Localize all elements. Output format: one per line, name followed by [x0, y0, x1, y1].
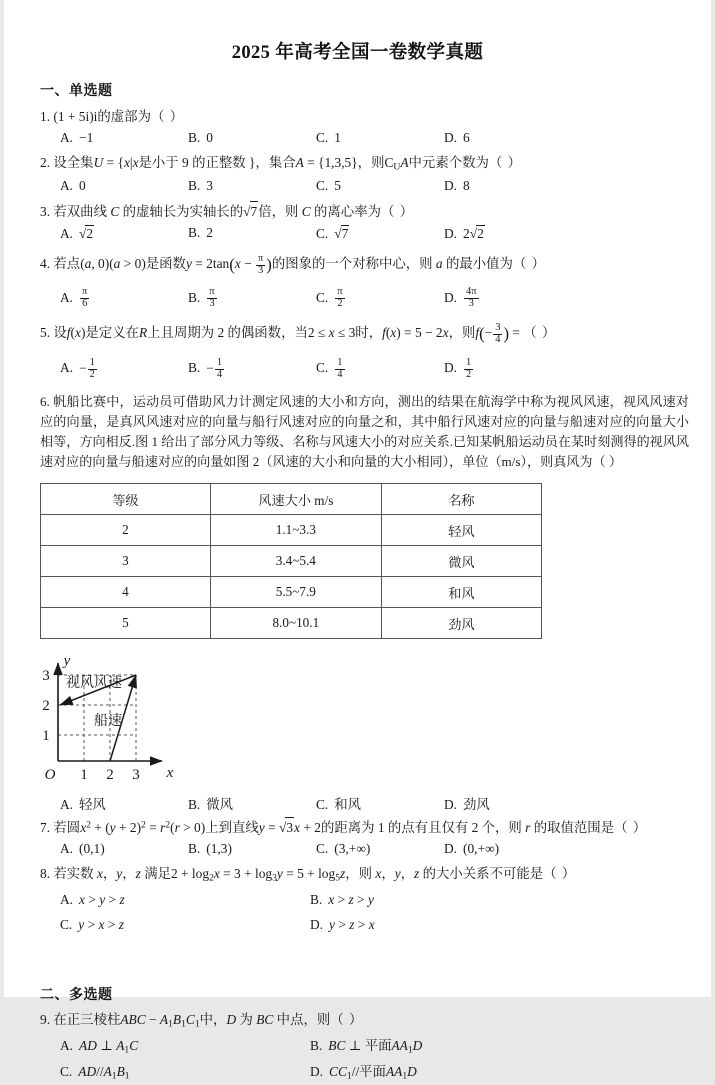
fraction: $\frac{\pi}{3}$: [258, 252, 264, 276]
cell-speed: 1.1~3.3: [210, 515, 381, 546]
sqrt-icon: √2: [79, 226, 94, 242]
cell-name: 轻风: [381, 515, 541, 546]
section-heading-multi-choice: 二、多选题: [40, 987, 113, 1003]
question-text: 若双曲线 C 的虚轴长为实轴长的√7倍，则 C 的离心率为（ ）: [53, 204, 414, 219]
question-number: 4.: [40, 256, 51, 272]
option-b[interactable]: B. 2: [188, 225, 213, 241]
option-c[interactable]: C. 1: [316, 130, 341, 146]
fraction: $\frac{1}{2}$: [89, 356, 95, 380]
fraction: $\frac{3}{4}$: [495, 321, 501, 345]
question-number: 7.: [40, 820, 51, 836]
option-a[interactable]: A. 0: [60, 178, 86, 194]
option-c[interactable]: C. 和风: [316, 797, 362, 813]
page-title: 2025 年高考全国一卷数学真题: [231, 43, 484, 63]
option-d[interactable]: D. $\frac{4\pi}{3}$: [444, 286, 477, 310]
question-number: 5.: [40, 325, 51, 341]
option-b[interactable]: B. (1,3): [188, 841, 232, 857]
option-a[interactable]: A. $\frac{\pi}{6}$: [60, 286, 88, 310]
option-c[interactable]: C. (3,+∞): [316, 841, 371, 857]
option-d[interactable]: D. 6: [444, 130, 470, 146]
question-text: (1 + 5i)i的虚部为（ ）: [53, 109, 185, 124]
cell-level: 3: [41, 546, 211, 577]
option-c[interactable]: C. $AD//A_1B_1$: [60, 1063, 130, 1082]
document-page: [4, 0, 711, 1082]
option-row: [60, 913, 711, 938]
question-8-options: [60, 888, 711, 938]
question-text: 设全集U = {x|x是小于 9 的正整数 }，集合A = {1,3,5}，则$C_UA$中元素个数为（ ）: [53, 155, 523, 173]
option-c[interactable]: C. $\frac{1}{4}$: [316, 356, 343, 380]
header-level: 等级: [41, 484, 211, 515]
question-5: [40, 321, 689, 346]
option-d[interactable]: D. 8: [444, 178, 470, 194]
question-number: 2.: [40, 155, 51, 171]
option-row: [60, 1060, 711, 1085]
fraction: $\frac{1}{2}$: [466, 356, 472, 380]
x-tick-3: 3: [132, 767, 140, 784]
x-tick-1: 1: [80, 767, 88, 784]
option-b[interactable]: B. BC ⊥ 平面$AA_1D$: [310, 1038, 423, 1056]
option-a[interactable]: A. x > y > z: [60, 892, 125, 908]
table-row: [41, 515, 542, 546]
question-2: [40, 153, 689, 175]
question-text: 设f(x)是定义在R上且周期为 2 的偶函数，当2 ≤ x ≤ 3时，f(x) = 5 − 2x，则f(− $\frac{3}{4}$ ) = （ ）: [53, 321, 557, 345]
sqrt-icon: √7: [334, 226, 349, 242]
question-7: [40, 817, 689, 838]
sqrt-icon: √2: [469, 226, 484, 242]
question-number: 3.: [40, 204, 51, 220]
option-b[interactable]: B. $\frac{\pi}{3}$: [188, 286, 215, 310]
y-axis-label: y: [63, 653, 71, 670]
header-wind-speed: 风速大小 m/s: [210, 484, 381, 515]
question-3: [40, 201, 689, 222]
fraction: $\frac{\pi}{2}$: [337, 286, 343, 310]
y-tick-1: 1: [42, 728, 50, 745]
cell-name: 和风: [381, 577, 541, 608]
cell-speed: 3.4~5.4: [210, 546, 381, 577]
option-a[interactable]: A. 轻风: [60, 797, 106, 813]
option-d[interactable]: D. y > z > x: [310, 917, 375, 933]
cell-level: 2: [41, 515, 211, 546]
option-d[interactable]: D. $CC_1//$平面$AA_1D$: [310, 1063, 417, 1082]
header-name: 名称: [381, 484, 541, 515]
option-a[interactable]: A. AD ⊥ $A_1C$: [60, 1038, 139, 1056]
vector-diagram-svg: [22, 643, 232, 791]
option-c[interactable]: C. √7: [316, 226, 349, 242]
question-text: 在正三棱柱ABC − $A_1B_1C_1$中，D 为 BC 中点，则（ ）: [53, 1011, 364, 1030]
cell-level: 4: [41, 577, 211, 608]
option-row: [60, 1034, 711, 1060]
option-d[interactable]: D. 2√2: [444, 226, 484, 242]
figure-2-vector-diagram: [22, 643, 711, 796]
y-tick-3: 3: [42, 668, 50, 685]
option-a[interactable]: A. − $\frac{1}{2}$: [60, 356, 95, 380]
question-2-options: [60, 178, 711, 194]
fraction: $\frac{4\pi}{3}$: [466, 286, 477, 310]
option-a[interactable]: A. √2: [60, 226, 94, 242]
fraction: $\frac{1}{4}$: [216, 356, 223, 380]
question-7-options: [60, 841, 711, 857]
question-8: [40, 864, 689, 886]
question-text: 若圆$x^2 + (y + 2)^2 = r^2(r > 0)$上到直线y = √3x + 2的距离为 1 的点有且仅有 2 个，则 r 的取值范围是（ ）: [53, 820, 647, 835]
table-header-row: [41, 484, 542, 515]
question-1: [40, 107, 689, 127]
cell-name: 微风: [381, 546, 541, 577]
question-number: 9.: [40, 1011, 51, 1027]
option-b[interactable]: B. 0: [188, 130, 213, 146]
fraction: $\frac{\pi}{3}$: [209, 286, 215, 310]
apparent-wind-label: 视风风速: [66, 674, 122, 691]
table-row: [41, 608, 542, 639]
question-9-options: [60, 1034, 711, 1085]
section-heading-single-choice: 一、单选题: [40, 84, 113, 99]
cell-name: 劲风: [381, 608, 541, 639]
option-b[interactable]: B. 微风: [188, 797, 234, 813]
option-c[interactable]: C. $\frac{\pi}{2}$: [316, 286, 343, 310]
x-tick-2: 2: [106, 767, 114, 784]
question-3-options: [60, 225, 711, 242]
wind-force-table: [40, 483, 542, 639]
question-text: 若点(a, 0)(a > 0)是函数y = 2tan(x − $\frac{\pi}{3}$ )的图象的一个对称中心，则 a 的最小值为（ ）: [53, 252, 547, 276]
option-b[interactable]: B. 3: [188, 178, 213, 194]
option-b[interactable]: B. x > z > y: [310, 892, 374, 908]
question-4-options: [60, 287, 711, 310]
option-c[interactable]: C. y > x > z: [60, 917, 124, 933]
cell-level: 5: [41, 608, 211, 639]
fraction: $\frac{\pi}{6}$: [82, 286, 88, 310]
question-text: 若实数 x，y，z 满足$2 + \log_2x = 3 + \log_3y = 5 + \log_5z$，则 x，y，z 的大小关系不可能是（ ）: [53, 866, 577, 884]
option-d[interactable]: D. (0,+∞): [444, 841, 500, 857]
question-number: 6.: [40, 394, 50, 410]
x-axis-label: x: [166, 765, 174, 782]
option-c[interactable]: C. 5: [316, 178, 341, 194]
origin-label: O: [44, 767, 56, 784]
option-b[interactable]: B. − $\frac{1}{4}$: [188, 356, 223, 380]
question-text: 帆船比赛中，运动员可借助风力计测定风速的大小和方向，测出的结果在航海学中称为视风风速，视风风速对应的向量，是真风风速对应的向量与船行风速对应的向量之和，其中船行风速对应的向量与船速对应的向量大小相等，方向相反.图 1 给出了部分风力等级、名称与风速大小的对应关系.已知某帆船运动员在某时刻测得的视风风速对应的向量与船速对应的向量如图 2（风速的大小和向量的大小相同），单位（m/s），则真风为（ ）: [40, 394, 690, 470]
fraction: $\frac{1}{4}$: [337, 356, 343, 380]
cell-speed: 8.0~10.1: [210, 608, 381, 639]
question-6: [40, 392, 689, 472]
question-4: [40, 252, 689, 277]
option-row: [60, 888, 711, 913]
option-a[interactable]: A. −1: [60, 130, 94, 146]
question-5-options: [60, 358, 711, 381]
question-6-options: [60, 794, 711, 813]
table-row: [41, 577, 542, 608]
option-a[interactable]: A. (0,1): [60, 841, 105, 857]
sqrt-icon: √3: [279, 820, 294, 835]
option-d[interactable]: D. $\frac{1}{2}$: [444, 356, 472, 380]
question-number: 1.: [40, 109, 51, 124]
table-row: [41, 546, 542, 577]
cell-speed: 5.5~7.9: [210, 577, 381, 608]
boat-speed-label: 船速: [94, 712, 122, 729]
question-1-options: [60, 130, 711, 146]
sqrt-icon: √7: [243, 204, 258, 219]
question-9: [40, 1010, 689, 1032]
option-d[interactable]: D. 劲风: [444, 797, 490, 813]
y-tick-2: 2: [42, 698, 50, 715]
question-number: 8.: [40, 866, 51, 882]
